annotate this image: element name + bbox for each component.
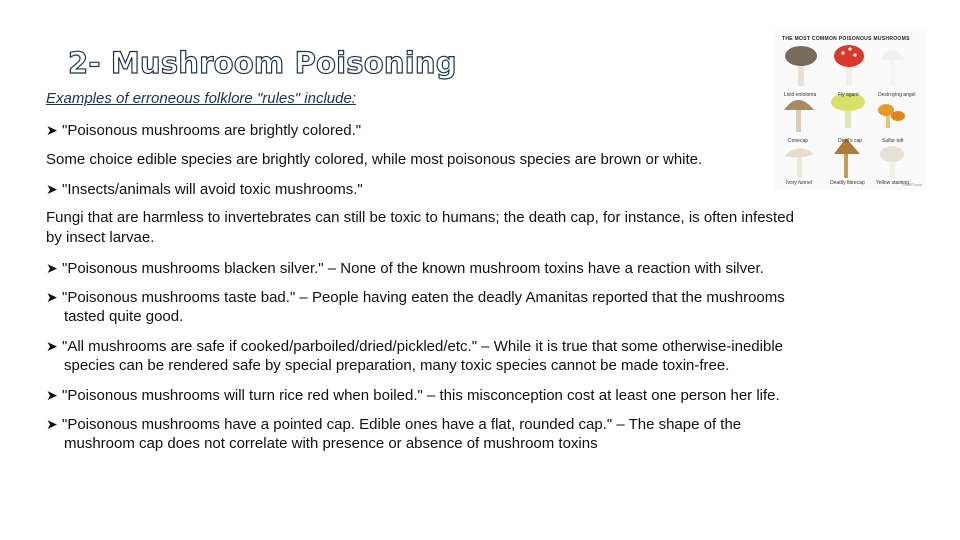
- mushroom-icon: [834, 138, 863, 178]
- arrow-bullet-icon: ➤: [46, 416, 58, 432]
- mushroom-label: Deadly fibrecap: [830, 180, 865, 186]
- bullet-6: ➤ "Poisonous mushrooms will turn rice red when boiled." – this misconception cost at least one person her life.: [46, 387, 780, 404]
- mushroom-icon: [878, 104, 905, 128]
- mushroom-label: Fly agaric: [838, 92, 860, 98]
- mushroom-label: Destroying angel: [878, 92, 916, 98]
- bullet-7: ➤ "Poisonous mushrooms have a pointed cap. Edible ones have a flat, rounded cap." – The shape of the: [46, 416, 742, 433]
- bullet-4: ➤ "Poisonous mushrooms taste bad." – People having eaten the deadly Amanitas reported that the mushrooms: [46, 289, 785, 306]
- bullet-5: ➤ "All mushrooms are safe if cooked/parboiled/dried/pickled/etc." – While it is true that some otherwise-inedible: [46, 338, 783, 355]
- mushroom-icon: [784, 100, 814, 132]
- mushroom-icon: [831, 93, 865, 128]
- bullet-2: ➤ "Insects/animals will avoid toxic mushrooms.": [46, 181, 363, 198]
- bullet-5-continuation: species can be rendered safe by special preparation, many toxic species cannot be made toxin-free.: [64, 357, 730, 374]
- mushroom-label: Conecap: [788, 138, 809, 144]
- image-credit: 123RF.com: [901, 182, 922, 187]
- paragraph-1: Some choice edible species are brightly colored, while most poisonous species are brown or white.: [46, 151, 703, 168]
- bullet-3: ➤ "Poisonous mushrooms blacken silver." – None of the known mushroom toxins have a reaction with silver.: [46, 260, 764, 277]
- bullet-7-continuation: mushroom cap does not correlate with presence or absence of mushroom toxins: [64, 435, 598, 452]
- arrow-bullet-icon: ➤: [46, 122, 58, 138]
- poster-title: THE MOST COMMON POISONOUS MUSHROOMS: [782, 36, 910, 42]
- mushroom-icon: [834, 45, 864, 86]
- mushroom-label: Devil's cap: [838, 138, 863, 144]
- mushroom-label: Livid entoloma: [784, 92, 817, 98]
- mushroom-icon: [785, 46, 817, 86]
- arrow-bullet-icon: ➤: [46, 338, 58, 354]
- paragraph-2-line-1: Fungi that are harmless to invertebrates can still be toxic to humans; the death cap, for instance, is often infested: [46, 209, 794, 226]
- mushroom-icon: [880, 50, 905, 86]
- arrow-bullet-icon: ➤: [46, 181, 58, 197]
- bullet-4-continuation: tasted quite good.: [64, 308, 184, 325]
- mushroom-label: Ivory funnel: [786, 180, 812, 186]
- mushroom-label: Sulfur tuft: [882, 138, 904, 144]
- mushroom-poster-image: [774, 30, 926, 190]
- mushroom-illustrations: [774, 30, 926, 190]
- arrow-bullet-icon: ➤: [46, 387, 58, 403]
- arrow-bullet-icon: ➤: [46, 260, 58, 276]
- page-title: 2- Mushroom Poisoning: [68, 46, 457, 80]
- mushroom-label: Yellow staining: [876, 180, 909, 186]
- paragraph-2-line-2: by insect larvae.: [46, 229, 155, 246]
- subtitle: Examples of erroneous folklore "rules" include:: [46, 90, 356, 107]
- mushroom-icon: [880, 146, 904, 178]
- bullet-1: ➤ "Poisonous mushrooms are brightly colored.": [46, 122, 362, 139]
- mushroom-icon: [784, 148, 814, 178]
- arrow-bullet-icon: ➤: [46, 289, 58, 305]
